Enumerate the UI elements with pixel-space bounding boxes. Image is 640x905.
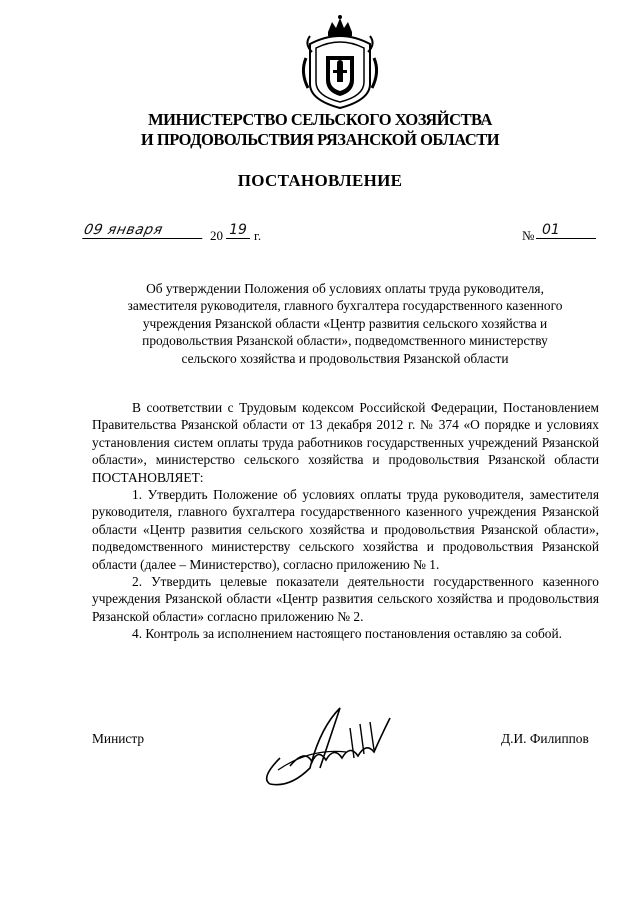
- subject-line: продовольствия Рязанской области», подведомственного министерству: [142, 333, 548, 349]
- body-paragraph-preamble: В соответствии с Трудовым кодексом Российской Федерации, Постановлением Правительства Рязанской области от 13 декабря 2012 г. № 374 «О порядке и условиях установления систем оплаты труда работников государственных учреждений Рязанской области», министерство сельского хозяйства и продовольствия Рязанской области ПОСТАНОВЛЯЕТ:: [92, 400, 599, 485]
- number-label: №: [522, 228, 535, 243]
- document-body: [92, 399, 599, 643]
- ministry-line-1: МИНИСТЕРСТВО СЕЛЬСКОГО ХОЗЯЙСТВА: [148, 110, 492, 129]
- document-subject: [80, 280, 610, 367]
- coat-of-arms-icon: [298, 14, 382, 112]
- body-paragraph-item-1: 1. Утвердить Положение об условиях оплаты труда руководителя, заместителя руководителя, главного бухгалтера государственного казенного учреждения Рязанской области «Центр развития сельского хозяйства и продовольствия Рязанской области», подведомственного министерству сельского хозяйства и продовольствия Рязанской области (далее – Министерство), согласно приложению № 1.: [92, 487, 599, 572]
- subject-line: заместителя руководителя, главного бухгалтера государственного казенного: [127, 298, 563, 314]
- ministry-line-2: И ПРОДОВОЛЬСТВИЯ РЯЗАНСКОЙ ОБЛАСТИ: [140, 130, 500, 149]
- date-year-suffix: 19: [226, 222, 250, 239]
- date-number-line: [84, 222, 604, 248]
- signature-icon: [250, 688, 410, 788]
- body-paragraph-item-2: 2. Утвердить целевые показатели деятельности государственного казенного учреждения Рязанской области «Центр развития сельского хозяйства и продовольствия Рязанской области» согласно приложению № 2.: [92, 574, 599, 624]
- date-day-month: 09 января: [82, 222, 206, 239]
- signatory-name: Д.И. Филиппов: [501, 731, 589, 746]
- number-value: 01: [536, 222, 596, 239]
- signatory-position: Министр: [92, 731, 145, 746]
- subject-line: Об утверждении Положения об условиях оплаты труда руководителя,: [146, 281, 544, 296]
- date-year-unit: г.: [254, 228, 262, 243]
- subject-line: учреждения Рязанской области «Центр развития сельского хозяйства и: [142, 315, 548, 331]
- ministry-name: [10, 110, 631, 150]
- subject-line: сельского хозяйства и продовольствия Рязанской области: [181, 350, 509, 366]
- body-paragraph-item-4: 4. Контроль за исполнением настоящего постановления оставляю за собой.: [132, 626, 563, 642]
- date-year-prefix: 20: [210, 228, 223, 243]
- document-type: ПОСТАНОВЛЕНИЕ: [237, 171, 403, 190]
